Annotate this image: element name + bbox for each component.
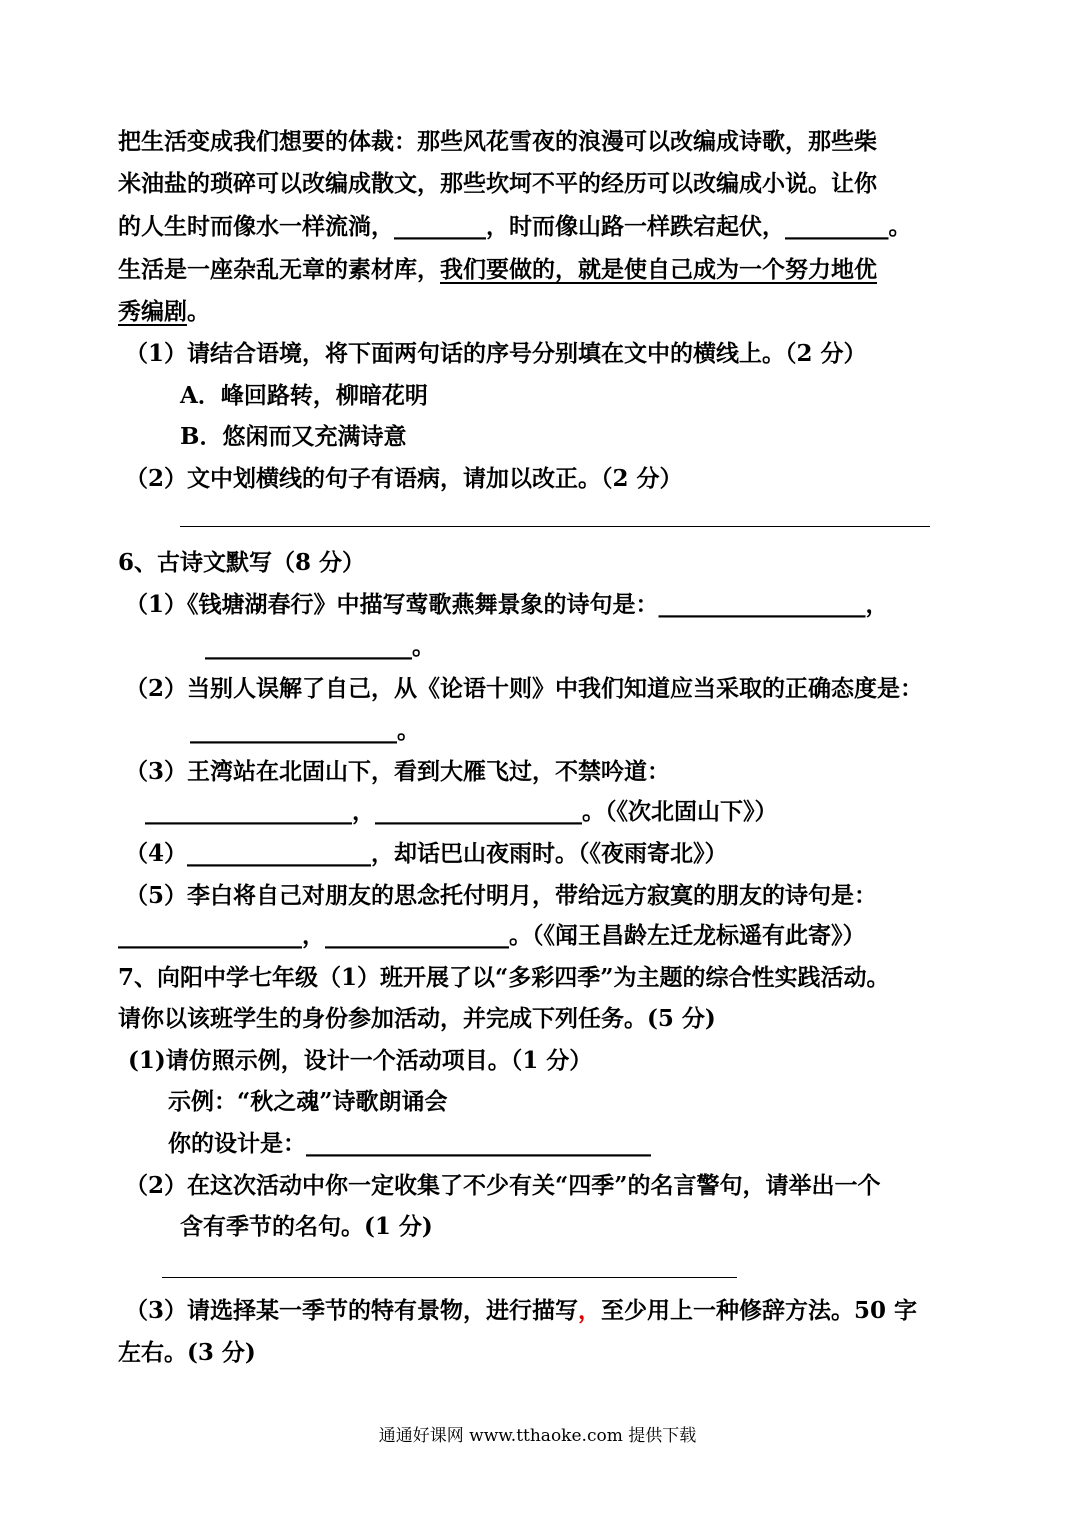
passage-line-1: 把生活变成我们想要的体裁：那些风花雪夜的浪漫可以改编成诗歌，那些柴 (118, 128, 877, 155)
q6-part-5-cont: ________________，________________。（《闻王昌龄左迁龙标遥有此寄》） (118, 922, 866, 949)
q5-part-2: （2）文中划横线的句子有语病，请加以改正。（2 分） (125, 465, 683, 492)
q6-part-2-cont: __________________。 (190, 717, 420, 744)
passage-line-4 (118, 255, 877, 285)
q7-part-1: (1)请仿照示例，设计一个活动项目。（1 分） (128, 1047, 593, 1074)
passage-line-5 (118, 297, 210, 327)
page-footer: 通通好课网 www.tthaoke.com 提供下载 (378, 1426, 697, 1446)
q6-part-3-cont: __________________，__________________。（《次北固山下》） (145, 798, 778, 825)
q7-design: 你的设计是：______________________________ (168, 1130, 651, 1157)
q5-part-1: （1）请结合语境，将下面两句话的序号分别填在文中的横线上。（2 分） (125, 340, 867, 367)
passage-line-3: 的人生时而像水一样流淌，________，时而像山路一样跌宕起伏，_________。 (118, 213, 912, 240)
q7-part-3-text-1: （3）请选择某一季节的特有景物，进行描写 (125, 1297, 579, 1324)
q5-option-a: A．峰回路转，柳暗花明 (180, 382, 428, 409)
q6-part-3: （3）王湾站在北固山下，看到大雁飞过，不禁吟道： (125, 758, 671, 785)
passage-line-4-plain: 生活是一座杂乱无章的素材库， (118, 256, 440, 283)
q7-answer-line (162, 1277, 737, 1278)
q7-part-3-red-comma: ， (578, 1297, 602, 1324)
passage-line-2: 米油盐的琐碎可以改编成散文，那些坎坷不平的经历可以改编成小说。让你 (118, 170, 877, 197)
passage-line-5-end: 。 (187, 298, 210, 325)
q7-part-3 (125, 1296, 917, 1326)
q6-part-5: （5）李白将自己对朋友的思念托付明月，带给远方寂寞的朋友的诗句是： (125, 882, 878, 909)
q6-part-1-cont: __________________。 (205, 633, 435, 660)
q7-part-2: （2）在这次活动中你一定收集了不少有关“四季”的名言警句，请举出一个 (125, 1172, 881, 1199)
q7-example: 示例：“秋之魂”诗歌朗诵会 (168, 1088, 448, 1115)
q6-part-2: （2）当别人误解了自己，从《论语十则》中我们知道应当采取的正确态度是： (125, 675, 924, 702)
q7-title-line-2: 请你以该班学生的身份参加活动，并完成下列任务。(5 分) (118, 1005, 716, 1032)
q6-part-4: （4）________________，却话巴山夜雨时。（《夜雨寄北》） (125, 840, 728, 867)
q7-title-line-1: 7、向阳中学七年级（1）班开展了以“多彩四季”为主题的综合性实践活动。 (118, 964, 890, 991)
q6-title: 6、古诗文默写（8 分） (118, 549, 366, 576)
q7-part-3-cont: 左右。(3 分) (118, 1339, 256, 1366)
underlined-sentence-part-1: 我们要做的，就是使自己成为一个努力地优 (440, 256, 877, 283)
q5-answer-line (180, 526, 930, 527)
q5-option-b: B．悠闲而又充满诗意 (180, 423, 407, 450)
underlined-sentence-part-2: 秀编剧 (118, 298, 187, 325)
q7-part-3-text-2: 至少用上一种修辞方法。50 字 (601, 1297, 918, 1324)
q6-part-1: （1）《钱塘湖春行》中描写莺歌燕舞景象的诗句是：__________________， (125, 591, 889, 618)
q7-part-2-cont: 含有季节的名句。(1 分) (180, 1213, 433, 1240)
